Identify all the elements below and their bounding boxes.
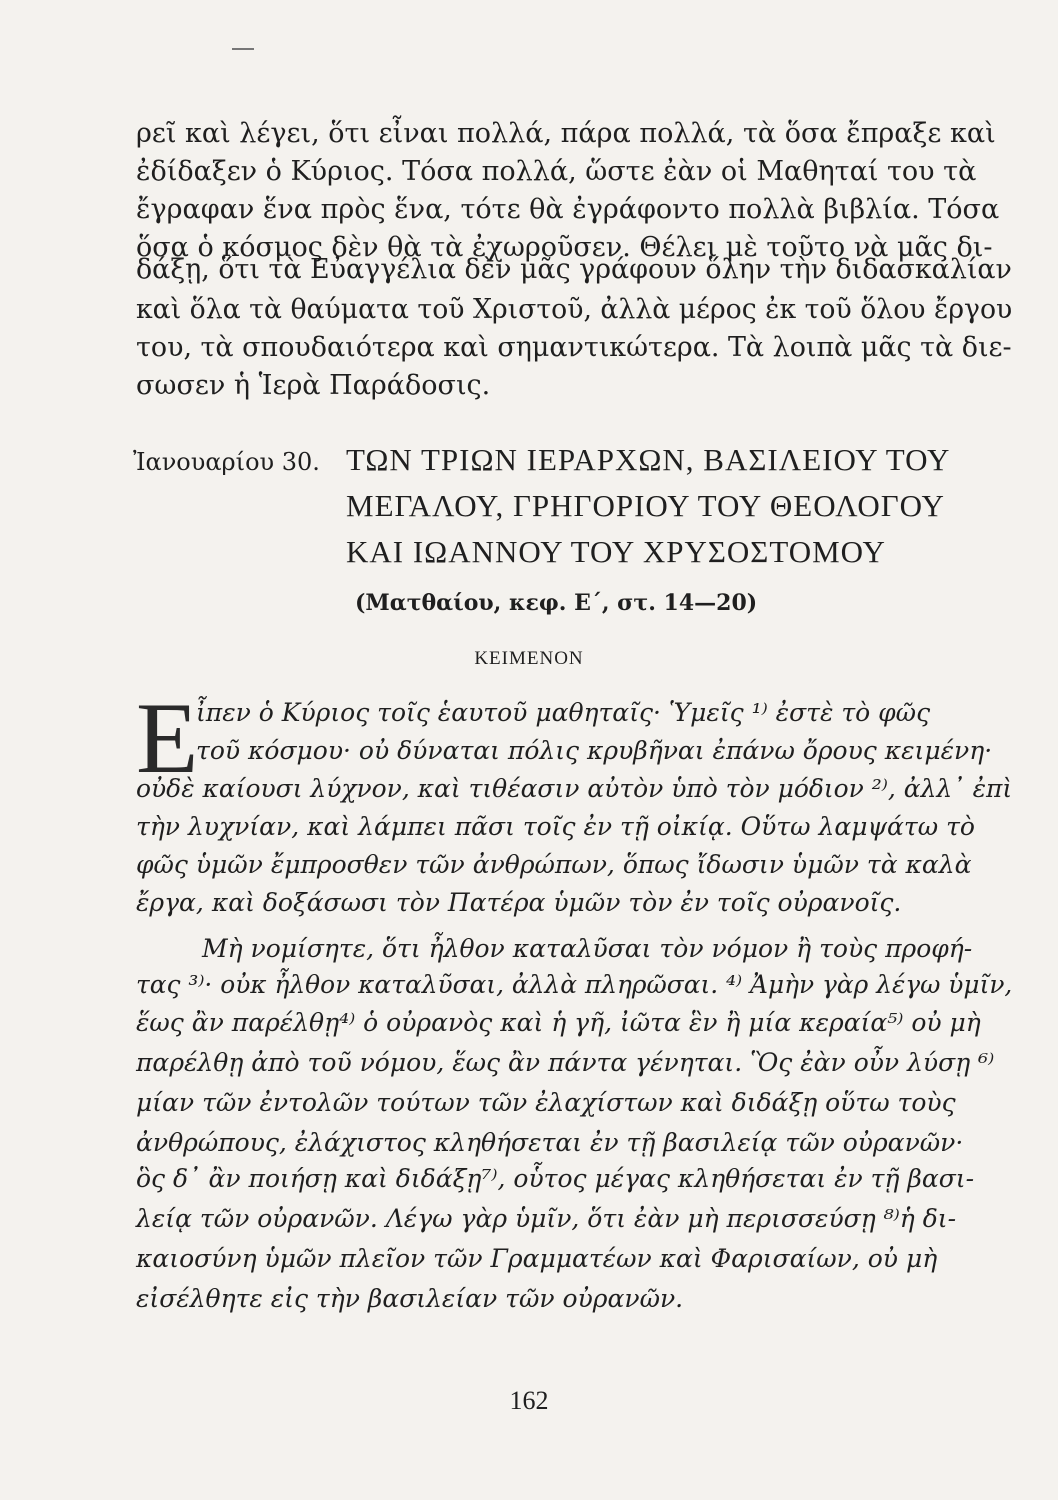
intro-line: ὅσα ὁ κόσμος δὲν θὰ τὰ ἐχωροῦσεν. Θέλει μὲ τοῦτο νὰ μᾶς δι- [136, 232, 993, 263]
intro-line: ἐδίδαξεν ὁ Κύριος. Τόσα πολλά, ὥστε ἐὰν οἱ Μαθηταί του τὰ [136, 156, 977, 187]
intro-line: καὶ ὅλα τὰ θαύματα τοῦ Χριστοῦ, ἀλλὰ μέρος ἐκ τοῦ ὅλου ἔργου [136, 294, 1013, 325]
text-line: ἀνθρώπους, ἐλάχιστος κληθήσεται ἐν τῇ βασιλείᾳ τῶν οὐρανῶν· [136, 1128, 964, 1157]
feast-title-line: ΚΑΙ ΙΩΑΝΝΟΥ ΤΟΥ ΧΡΥΣΟΣΤΟΜΟΥ [346, 534, 886, 569]
margin-mark [232, 48, 254, 50]
feast-title-line: ΤΩΝ ΤΡΙΩΝ ΙΕΡΑΡΧΩΝ, ΒΑΣΙΛΕΙΟΥ ΤΟΥ [346, 442, 951, 477]
text-line: μίαν τῶν ἐντολῶν τούτων τῶν ἐλαχίστων καὶ διδάξῃ οὕτω τοὺς [136, 1088, 956, 1117]
text-line: ἶπεν ὁ Κύριος τοῖς ἑαυτοῦ μαθηταῖς· Ὑμεῖς ¹⁾ ἐστὲ τὸ φῶς [196, 698, 931, 727]
text-line: τοῦ κόσμου· οὐ δύναται πόλις κρυβῆναι ἐπάνω ὄρους κειμένη· [196, 736, 993, 765]
intro-line: δάξῃ, ὅτι τὰ Εὐαγγέλια δὲν μᾶς γράφουν ὅλην τὴν διδασκαλίαν [136, 254, 1012, 285]
text-line: Μὴ νομίσητε, ὅτι ἦλθον καταλῦσαι τὸν νόμον ἢ τοὺς προφή- [202, 934, 973, 963]
text-line: φῶς ὑμῶν ἔμπροσθεν τῶν ἀνθρώπων, ὅπως ἴδωσιν ὑμῶν τὰ καλὰ [136, 850, 972, 879]
text-line: λείᾳ τῶν οὐρανῶν. Λέγω γὰρ ὑμῖν, ὅτι ἐὰν μὴ περισσεύσῃ ⁸⁾ἡ δι- [136, 1204, 957, 1233]
section-label: ΚΕΙΜΕΝΟΝ [474, 648, 584, 669]
text-line: ἕως ἂν παρέλθῃ⁴⁾ ὁ οὐρανὸς καὶ ἡ γῆ, ἰῶτα ἓν ἢ μία κεραία⁵⁾ οὐ μὴ [136, 1008, 981, 1037]
feast-date: Ἰανουαρίου 30. [133, 448, 320, 476]
text-line: τας ³⁾· οὐκ ἦλθον καταλῦσαι, ἀλλὰ πληρῶσαι. ⁴⁾ Ἀμὴν γὰρ λέγω ὑμῖν, [136, 970, 1013, 999]
page-number: 162 [509, 1386, 549, 1415]
feast-title-line: ΜΕΓΑΛΟΥ, ΓΡΗΓΟΡΙΟΥ ΤΟΥ ΘΕΟΛΟΓΟΥ [346, 488, 945, 523]
text-line: ἔργα, καὶ δοξάσωσι τὸν Πατέρα ὑμῶν τὸν ἐν τοῖς οὐρανοῖς. [136, 888, 902, 917]
text-line: καιοσύνη ὑμῶν πλεῖον τῶν Γραμματέων καὶ Φαρισαίων, οὐ μὴ [136, 1244, 938, 1273]
scripture-reference: (Ματθαίου, κεφ. Ε΄, στ. 14—20) [355, 590, 758, 616]
intro-line: ἔγραφαν ἕνα πρὸς ἕνα, τότε θὰ ἐγράφοντο πολλὰ βιβλία. Τόσα [136, 194, 1000, 225]
text-line: τὴν λυχνίαν, καὶ λάμπει πᾶσι τοῖς ἐν τῇ οἰκίᾳ. Οὕτω λαμψάτω τὸ [136, 812, 975, 841]
text-line: ὃς δ᾽ ἂν ποιήσῃ καὶ διδάξῃ⁷⁾, οὗτος μέγας κληθήσεται ἐν τῇ βασι- [136, 1164, 975, 1193]
intro-line: ρεῖ καὶ λέγει, ὅτι εἶναι πολλά, πάρα πολλά, τὰ ὅσα ἔπραξε καὶ [136, 118, 996, 149]
text-line: εἰσέλθητε εἰς τὴν βασιλείαν τῶν οὐρανῶν. [136, 1284, 684, 1313]
text-line: παρέλθῃ ἀπὸ τοῦ νόμου, ἕως ἂν πάντα γένηται. Ὃς ἐὰν οὖν λύσῃ ⁶⁾ [136, 1048, 995, 1077]
drop-cap: Ε [136, 682, 199, 795]
intro-line: του, τὰ σπουδαιότερα καὶ σημαντικώτερα. Τὰ λοιπὰ μᾶς τὰ διε- [136, 332, 1012, 363]
intro-line: σωσεν ἡ Ἱερὰ Παράδοσις. [136, 370, 491, 401]
text-line: οὐδὲ καίουσι λύχνον, καὶ τιθέασιν αὐτὸν ὑπὸ τὸν μόδιον ²⁾, ἀλλ᾽ ἐπὶ [136, 774, 1013, 803]
